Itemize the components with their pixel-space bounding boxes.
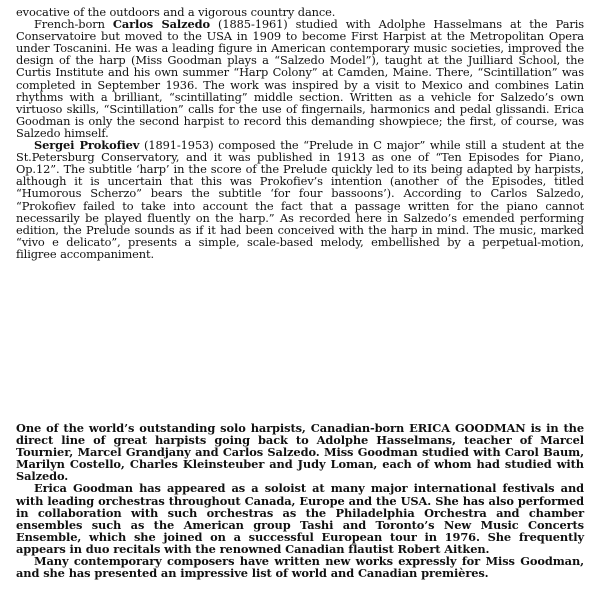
paragraph-text: Erica Goodman has appeared as a soloist at many major international festivals and with leading orchestras throughout Canada, Europe and the USA. She has also performed in collaboration with such orchestras as the Philadelphia Orchestra and chamber ensembles such as the American group Tashi and Toronto’s New Music Concerts Ensemble, which she joined on a successful European tour in 1976. She frequently appears in duo recitals with the renowned Canadian flautist Robert Aitken. (16, 481, 584, 556)
paragraph-text: (1885-1961) studied with Adolphe Hasselmans at the Paris Conservatoire but moved to the USA in 1909 to become First Harpist at the Metropolitan Opera under Toscanini. He was a leading figure in American contemporary music societies, improved the design of the harp (Miss Goodman plays a “Salzedo Model”), taught at the Juilliard School, the Curtis Institute and his own summer “Harp Colony” at Camden, Maine. There, “Scintillation” was completed in September 1936. The work was inspired by a visit to Mexico and combines Latin rhythms with a brilliant, “scintillating” middle section. Written as a vehicle for Salzedo’s own virtuoso skills, “Scintillation” calls for the use of fingernails, harmonics and pedal glissandi. Erica Goodman is only the second harpist to record this demanding showpiece; the first, of course, was Salzedo himself. (16, 17, 585, 140)
paragraph-text: One of the world’s outstanding solo harpists, Canadian-born ERICA GOODMAN is in the direct line of great harpists going back to Adolphe Hasselmans, teacher of Marcel Tournier, Marcel Grandjany and Carlos Salzedo. Miss Goodman studied with Carol Baum, Marilyn Costello, Charles Kleinsteuber and Judy Loman, each of whom had studied with Salzedo. (16, 421, 584, 484)
composer-name-salzedo: Carlos Salzedo (112, 17, 210, 32)
composer-name-prokofiev: Sergei Prokofiev (34, 138, 140, 153)
paragraph-salzedo (16, 18, 584, 139)
paragraph-bio-career (16, 482, 584, 555)
paragraph-text: evocative of the outdoors and a vigorous country dance. (16, 5, 336, 19)
biography-section (16, 422, 584, 579)
paragraph-bio-premieres (16, 555, 584, 579)
paragraph-text: Many contemporary composers have written new works expressly for Miss Goodman, and she has presented an impressive list of world and Canadian premières. (16, 554, 584, 581)
paragraph-bio-intro (16, 422, 584, 482)
paragraph-text: (1891-1953) composed the “Prelude in C major” while still a student at the St.Petersburg Conservatory, and it was published in 1913 as one of “Ten Episodes for Piano, Op.12”. The subtitle ‘harp’ in the score of the Prelude quickly led to its being adapted by harpists, although it is uncertain that this was Prokofiev’s intention (another of the Episodes, titled “Humorous Scherzo” bears the subtitle ‘for four bassoons’). According to Carlos Salzedo, “Prokofiev failed to take into account the fact that a passage written for the piano cannot necessarily be played fluently on the harp.” As recorded here in Salzedo’s emended performing edition, the Prelude sounds as if it had been conceived with the harp in mind. The music, marked “vivo e delicato”, presents a simple, scale-based melody, embellished by a perpetual-motion, filigree accompaniment. (16, 138, 584, 261)
paragraph-prokofiev (16, 139, 584, 260)
paragraph-lead-text: French-born (34, 17, 113, 32)
program-notes-section (16, 6, 584, 260)
